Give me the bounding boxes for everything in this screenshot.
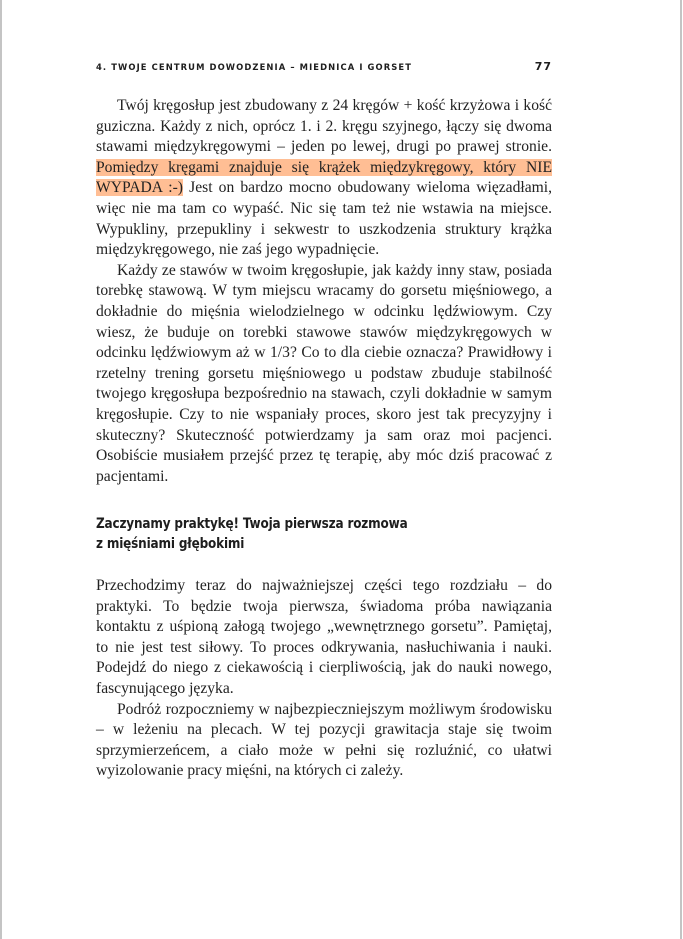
body-text-section-1: [96, 96, 552, 487]
heading-line-2: z mięśniami głębokimi: [96, 536, 245, 552]
paragraph: [96, 96, 552, 261]
section-heading: [96, 514, 488, 554]
paragraph: Przechodzimy teraz do najważniejszej części tego rozdziału – do praktyki. To będzie twoja pierwsza, świadoma próba nawiązania kontaktu z uśpioną załogą twojego „wewnętrznego gorsetu”. Pamiętaj, to nie jest test siłowy. To proces odkrywania, nasłuchiwania i nauki. Podejdź do niego z ciekawością i cierpliwością, jak do nauki nowego, fascynującego języka.: [96, 577, 552, 697]
paragraph-text: Jest on bardzo mocno obudowany wieloma więzadłami, więc nie ma tam co wypaść. Nic się tam też nie wstawia na miejsce. Wypukliny, przepukliny i sekwestr to uszkodzenia struktury krążka międzykręgowego, nie zaś jego wypadnięcie.: [96, 179, 552, 259]
paragraph: Każdy ze stawów w twoim kręgosłupie, jak każdy inny staw, posiada torebkę stawową. W tym miejscu wracamy do gorsetu mięśniowego, a dokładnie do mięśnia wielodzielnego w odcinku lędźwiowym. Czy wiesz, że buduje on torebki stawowe stawów międzykręgowych w odcinku lędźwiowym aż w 1/3? Co to dla ciebie oznacza? Prawidłowy i rzetelny trening gorsetu mięśniowego u podstaw zbuduje stabilność twojego kręgosłupa bezpośrednio na stawach, czyli dokładnie w samym kręgosłupie. Czy to nie wspaniały proces, skoro jest tak precyzyjny i skuteczny? Skuteczność potwierdzamy ja sam oraz moi pacjenci. Osobiście musiałem przejść przez tę terapię, aby móc dziś pracować z pacjentami.: [96, 261, 552, 485]
page-left-border: [0, 0, 2, 939]
page-right-border: [680, 0, 682, 939]
paragraph-text: Twój kręgosłup jest zbudowany z 24 kręgów + kość krzyżowa i kość guziczna. Każdy z nich, oprócz 1. i 2. kręgu szyjnego, łączy się dwoma stawami międzykręgowymi – jeden po lewej, drugi po prawej stronie.: [96, 97, 552, 156]
running-header: [96, 60, 552, 73]
highlighted-text[interactable]: Pomiędzy kręgami znajduje się krążek międzykręgowy, który NIE WYPADA :-): [96, 158, 552, 197]
page-number: 77: [534, 60, 552, 73]
paragraph: Podróż rozpoczniemy w najbezpieczniejszym możliwym środowisku – w leżeniu na plecach. W tej pozycji grawitacja staje się twoim sprzymierzeńcem, a ciało może w pełni się rozluźnić, co ułatwi wyizolowanie pracy mięśni, na których ci zależy.: [96, 700, 552, 780]
heading-line-1: Zaczynamy praktykę! Twoja pierwsza rozmowa: [96, 516, 408, 532]
body-text-section-2: [96, 576, 552, 782]
chapter-title: 4. TWOJE CENTRUM DOWODZENIA – MIEDNICA I GORSET: [96, 62, 413, 72]
